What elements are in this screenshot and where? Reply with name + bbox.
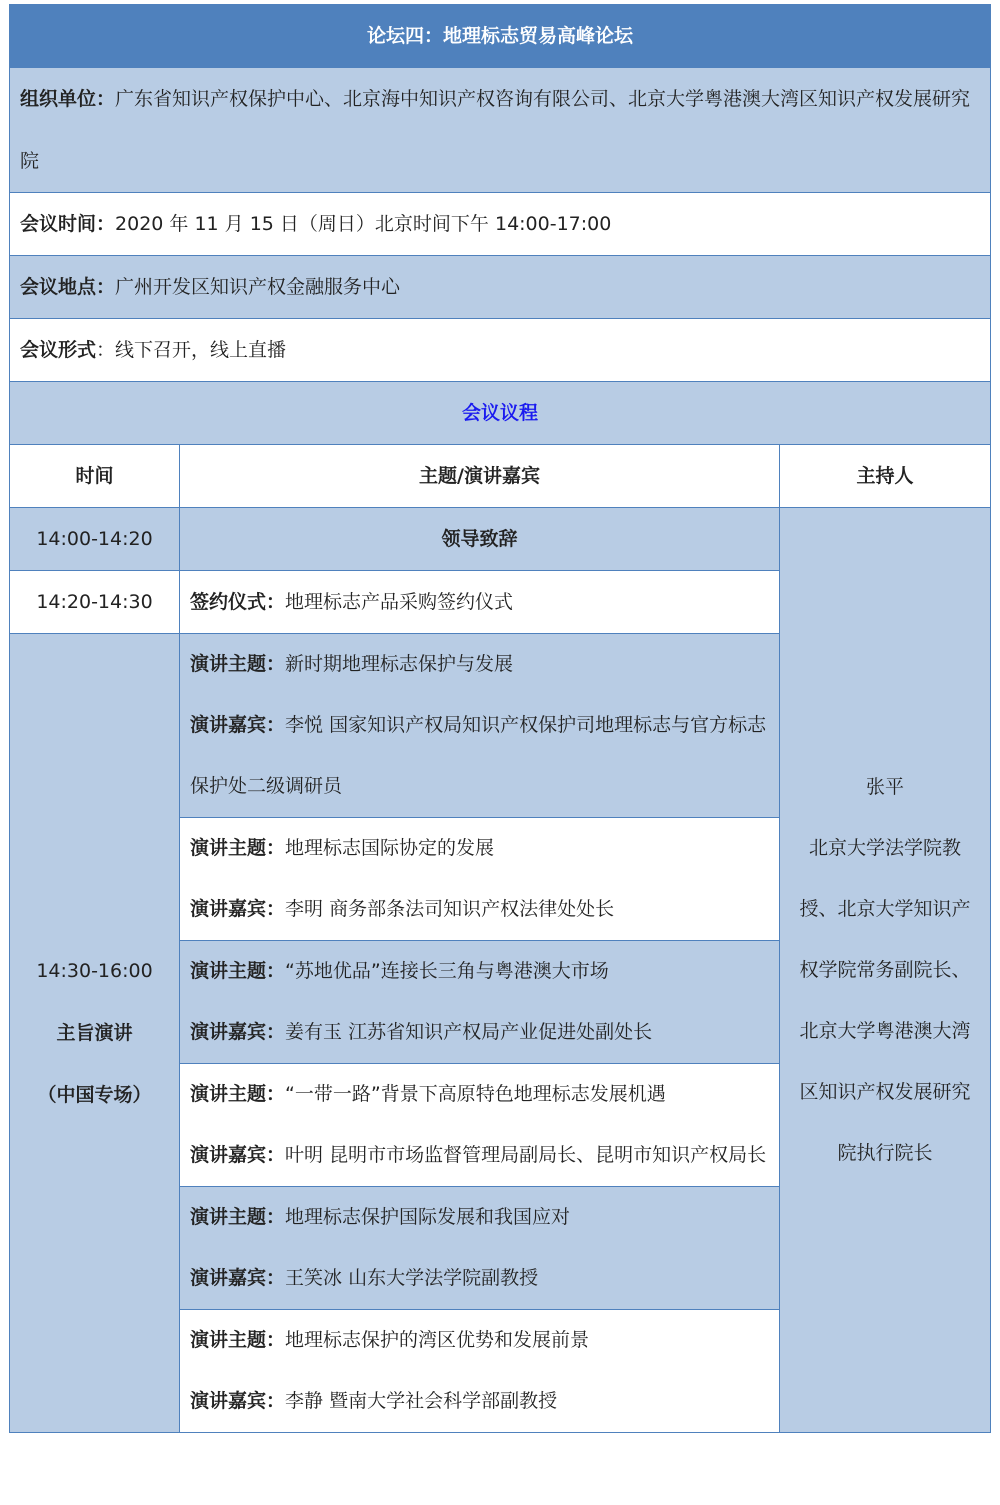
talk-cell [180, 941, 780, 1064]
agenda-row-1 [10, 508, 991, 571]
topic-label: 演讲主题 [190, 837, 267, 859]
row1-topic: 领导致辞 [180, 508, 780, 571]
talk-speaker: 叶明 昆明市市场监督管理局副局长、昆明市知识产权局长 [285, 1144, 767, 1166]
agenda-title: 会议议程 [10, 382, 991, 445]
speaker-colon: ： [266, 1267, 286, 1289]
speaker-colon: ： [266, 714, 286, 736]
venue-value: 广州开发区知识产权金融服务中心 [115, 276, 401, 298]
talk-cell [180, 1187, 780, 1310]
talk-topic: 新时期地理标志保护与发展 [285, 653, 514, 675]
venue-cell [10, 256, 991, 319]
row2-label: 签约仪式 [190, 591, 267, 613]
forum-table [9, 4, 991, 1433]
talk-speaker: 李静 暨南大学社会科学部副教授 [285, 1390, 558, 1412]
topic-label: 演讲主题 [190, 1083, 267, 1105]
speaker-label: 演讲嘉宾 [190, 898, 267, 920]
header-host: 主持人 [780, 445, 991, 508]
row2-time: 14:20-14:30 [10, 571, 180, 634]
speaker-label: 演讲嘉宾 [190, 1021, 267, 1043]
host-cell [780, 508, 991, 1433]
topic-colon: ： [266, 1329, 286, 1351]
time-label: 会议时间 [20, 213, 97, 235]
topic-colon: ： [266, 837, 286, 859]
organizer-label: 组织单位 [20, 88, 97, 110]
talk-cell [180, 1064, 780, 1187]
format-cell [10, 319, 991, 382]
topic-label: 演讲主题 [190, 960, 267, 982]
speaker-label: 演讲嘉宾 [190, 1390, 267, 1412]
speaker-label: 演讲嘉宾 [190, 714, 267, 736]
format-colon: ： [96, 339, 116, 361]
talk-cell [180, 818, 780, 941]
talk-topic: 地理标志国际协定的发展 [285, 837, 495, 859]
talk-speaker-line [190, 695, 769, 817]
talk-speaker-line [190, 1002, 769, 1063]
format-label: 会议形式 [20, 339, 97, 361]
speaker-label: 演讲嘉宾 [190, 1267, 267, 1289]
keynote-time: 14:30-16:00 [36, 960, 153, 982]
forum-title: 论坛四：地理标志贸易高峰论坛 [10, 5, 991, 68]
row2-colon: ： [266, 591, 286, 613]
topic-label: 演讲主题 [190, 653, 267, 675]
format-value: 线下召开，线上直播 [115, 339, 287, 361]
talk-topic: 地理标志保护国际发展和我国应对 [285, 1206, 571, 1228]
keynote-sub: （中国专场） [37, 1084, 152, 1106]
topic-colon: ： [266, 960, 286, 982]
time-colon: ： [96, 213, 116, 235]
venue-label: 会议地点 [20, 276, 97, 298]
agenda-title-row [10, 382, 991, 445]
topic-label: 演讲主题 [190, 1206, 267, 1228]
talk-speaker: 姜有玉 江苏省知识产权局产业促进处副处长 [285, 1021, 653, 1043]
row1-time: 14:00-14:20 [10, 508, 180, 571]
talk-cell [180, 1310, 780, 1433]
talk-speaker-line [190, 1125, 769, 1186]
keynote-name: 主旨演讲 [56, 1022, 133, 1044]
talk-cell [180, 634, 780, 818]
speaker-label: 演讲嘉宾 [190, 1144, 267, 1166]
format-row [10, 319, 991, 382]
forum-table-wrapper [9, 4, 990, 1433]
talk-speaker: 李悦 国家知识产权局知识产权保护司地理标志与官方标志保护处二级调研员 [190, 714, 767, 797]
forum-title-row [10, 5, 991, 68]
talk-speaker-line [190, 879, 769, 940]
venue-row [10, 256, 991, 319]
topic-colon: ： [266, 1083, 286, 1105]
talk-topic-line [190, 634, 769, 695]
talk-topic: “一带一路”背景下高原特色地理标志发展机遇 [285, 1083, 666, 1105]
talk-speaker: 王笑冰 山东大学法学院副教授 [285, 1267, 539, 1289]
time-row [10, 193, 991, 256]
organizer-colon: ： [96, 88, 116, 110]
header-time: 时间 [10, 445, 180, 508]
host-name: 张平 [865, 775, 904, 798]
talk-topic-line [190, 1064, 769, 1125]
speaker-colon: ： [266, 898, 286, 920]
agenda-header-row [10, 445, 991, 508]
host-title: 北京大学法学院教授、北京大学知识产权学院常务副院长、北京大学粤港澳大湾区知识产权发展研究院执行院长 [799, 836, 971, 1164]
header-topic: 主题/演讲嘉宾 [180, 445, 780, 508]
talk-topic-line [190, 1310, 769, 1371]
talk-topic-line [190, 818, 769, 879]
speaker-colon: ： [266, 1390, 286, 1412]
row2-topic [180, 571, 780, 634]
talk-topic-line [190, 941, 769, 1002]
talk-topic-line [190, 1187, 769, 1248]
talk-speaker-line [190, 1248, 769, 1309]
organizer-cell [10, 68, 991, 193]
organizer-row [10, 68, 991, 193]
topic-colon: ： [266, 653, 286, 675]
keynote-time-cell [10, 634, 180, 1433]
time-cell [10, 193, 991, 256]
topic-label: 演讲主题 [190, 1329, 267, 1351]
speaker-colon: ： [266, 1021, 286, 1043]
talk-topic: “苏地优品”连接长三角与粤港澳大市场 [285, 960, 609, 982]
organizer-value: 广东省知识产权保护中心、北京海中知识产权咨询有限公司、北京大学粤港澳大湾区知识产权发展研究院 [20, 88, 971, 172]
venue-colon: ： [96, 276, 116, 298]
row2-value: 地理标志产品采购签约仪式 [285, 591, 514, 613]
talk-topic: 地理标志保护的湾区优势和发展前景 [285, 1329, 590, 1351]
speaker-colon: ： [266, 1144, 286, 1166]
time-value: 2020 年 11 月 15 日（周日）北京时间下午 14:00-17:00 [115, 213, 612, 235]
talk-speaker: 李明 商务部条法司知识产权法律处处长 [285, 898, 615, 920]
talk-speaker-line [190, 1371, 769, 1432]
topic-colon: ： [266, 1206, 286, 1228]
